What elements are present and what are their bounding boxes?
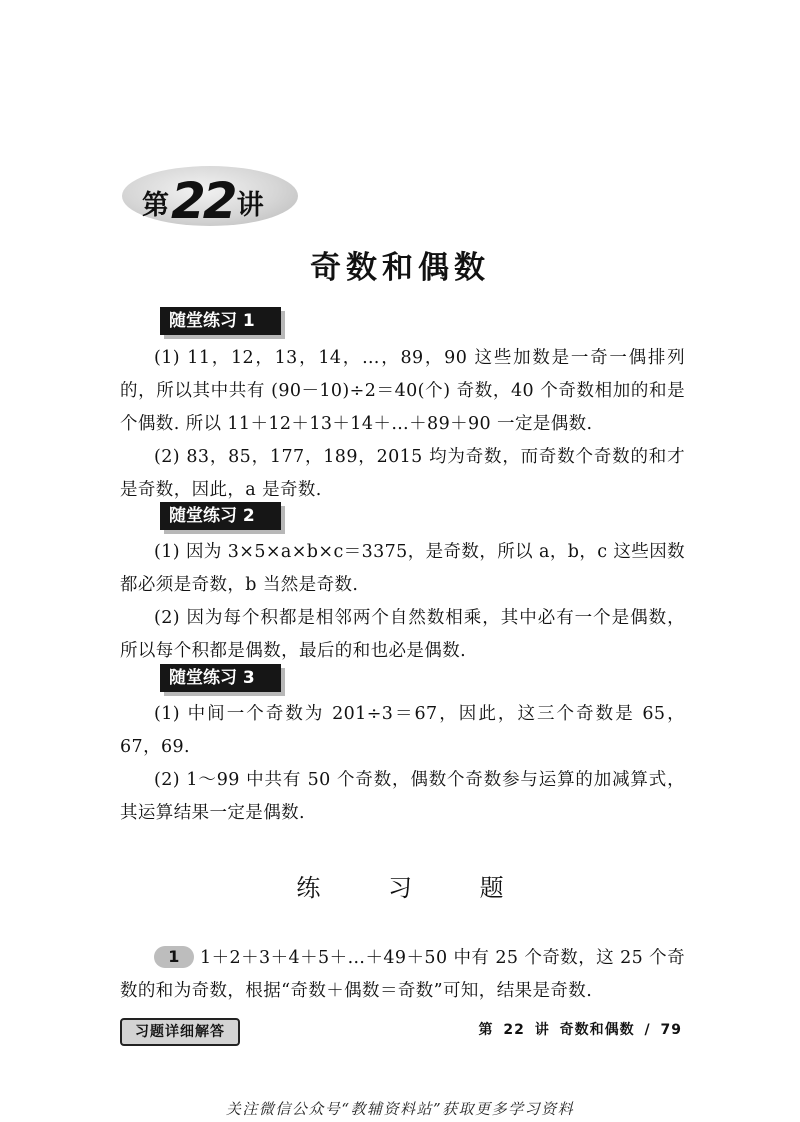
lesson-number: 22: [171, 172, 235, 230]
section-tag-practice-3: 随堂练习 3: [160, 664, 281, 692]
exercise-heading: 练 习 题: [296, 874, 534, 902]
exercise-number-badge: 1: [154, 946, 194, 968]
lesson-suffix: 讲: [236, 190, 264, 221]
lesson-number-badge: [122, 160, 298, 230]
exercise-item-text: 1＋2＋3＋4＋5＋…＋49＋50 中有 25 个奇数，这 25 个奇数的和为奇数，根据“奇数＋偶数＝奇数”可知，结果是奇数.: [120, 948, 685, 1001]
lesson-prefix: 第: [142, 190, 169, 221]
section-tag-practice-1: 随堂练习 1: [160, 307, 281, 335]
section-2-paragraph-2: (2) 因为每个积都是相邻两个自然数相乘，其中必有一个是偶数，所以每个积都是偶数，最后的和也必是偶数.: [120, 608, 685, 661]
watermark-note: 关注微信公众号“教辅资料站”获取更多学习资料: [225, 1100, 575, 1118]
section-tag-practice-2: 随堂练习 2: [160, 502, 281, 530]
page-running-footer: 第 22 讲 奇数和偶数 / 79: [478, 1022, 682, 1038]
section-1-paragraph-1: (1) 11，12，13，14，…，89，90 这些加数是一奇一偶排列的，所以其中共有 (90－10)÷2＝40(个) 奇数，40 个奇数相加的和是个偶数. 所以 11＋12＋13＋14＋…＋89＋90 一定是偶数.: [120, 348, 685, 434]
page-title: 奇数和偶数: [310, 250, 490, 286]
section-3-paragraph-1: (1) 中间一个奇数为 201÷3＝67，因此，这三个奇数是 65，67，69.: [120, 704, 685, 757]
exercise-item: [120, 942, 685, 1008]
lesson-label: [142, 172, 264, 230]
footer-section-label: 习题详细解答: [120, 1018, 240, 1046]
section-1-paragraph-2: (2) 83，85，177，189，2015 均为奇数，而奇数个奇数的和才是奇数，因此，a 是奇数.: [120, 447, 685, 500]
section-3-paragraph-2: (2) 1～99 中共有 50 个奇数，偶数个奇数参与运算的加减算式，其运算结果一定是偶数.: [120, 770, 685, 823]
section-2-paragraph-1: (1) 因为 3×5×a×b×c＝3375，是奇数，所以 a，b，c 这些因数都必须是奇数，b 当然是奇数.: [120, 542, 685, 595]
